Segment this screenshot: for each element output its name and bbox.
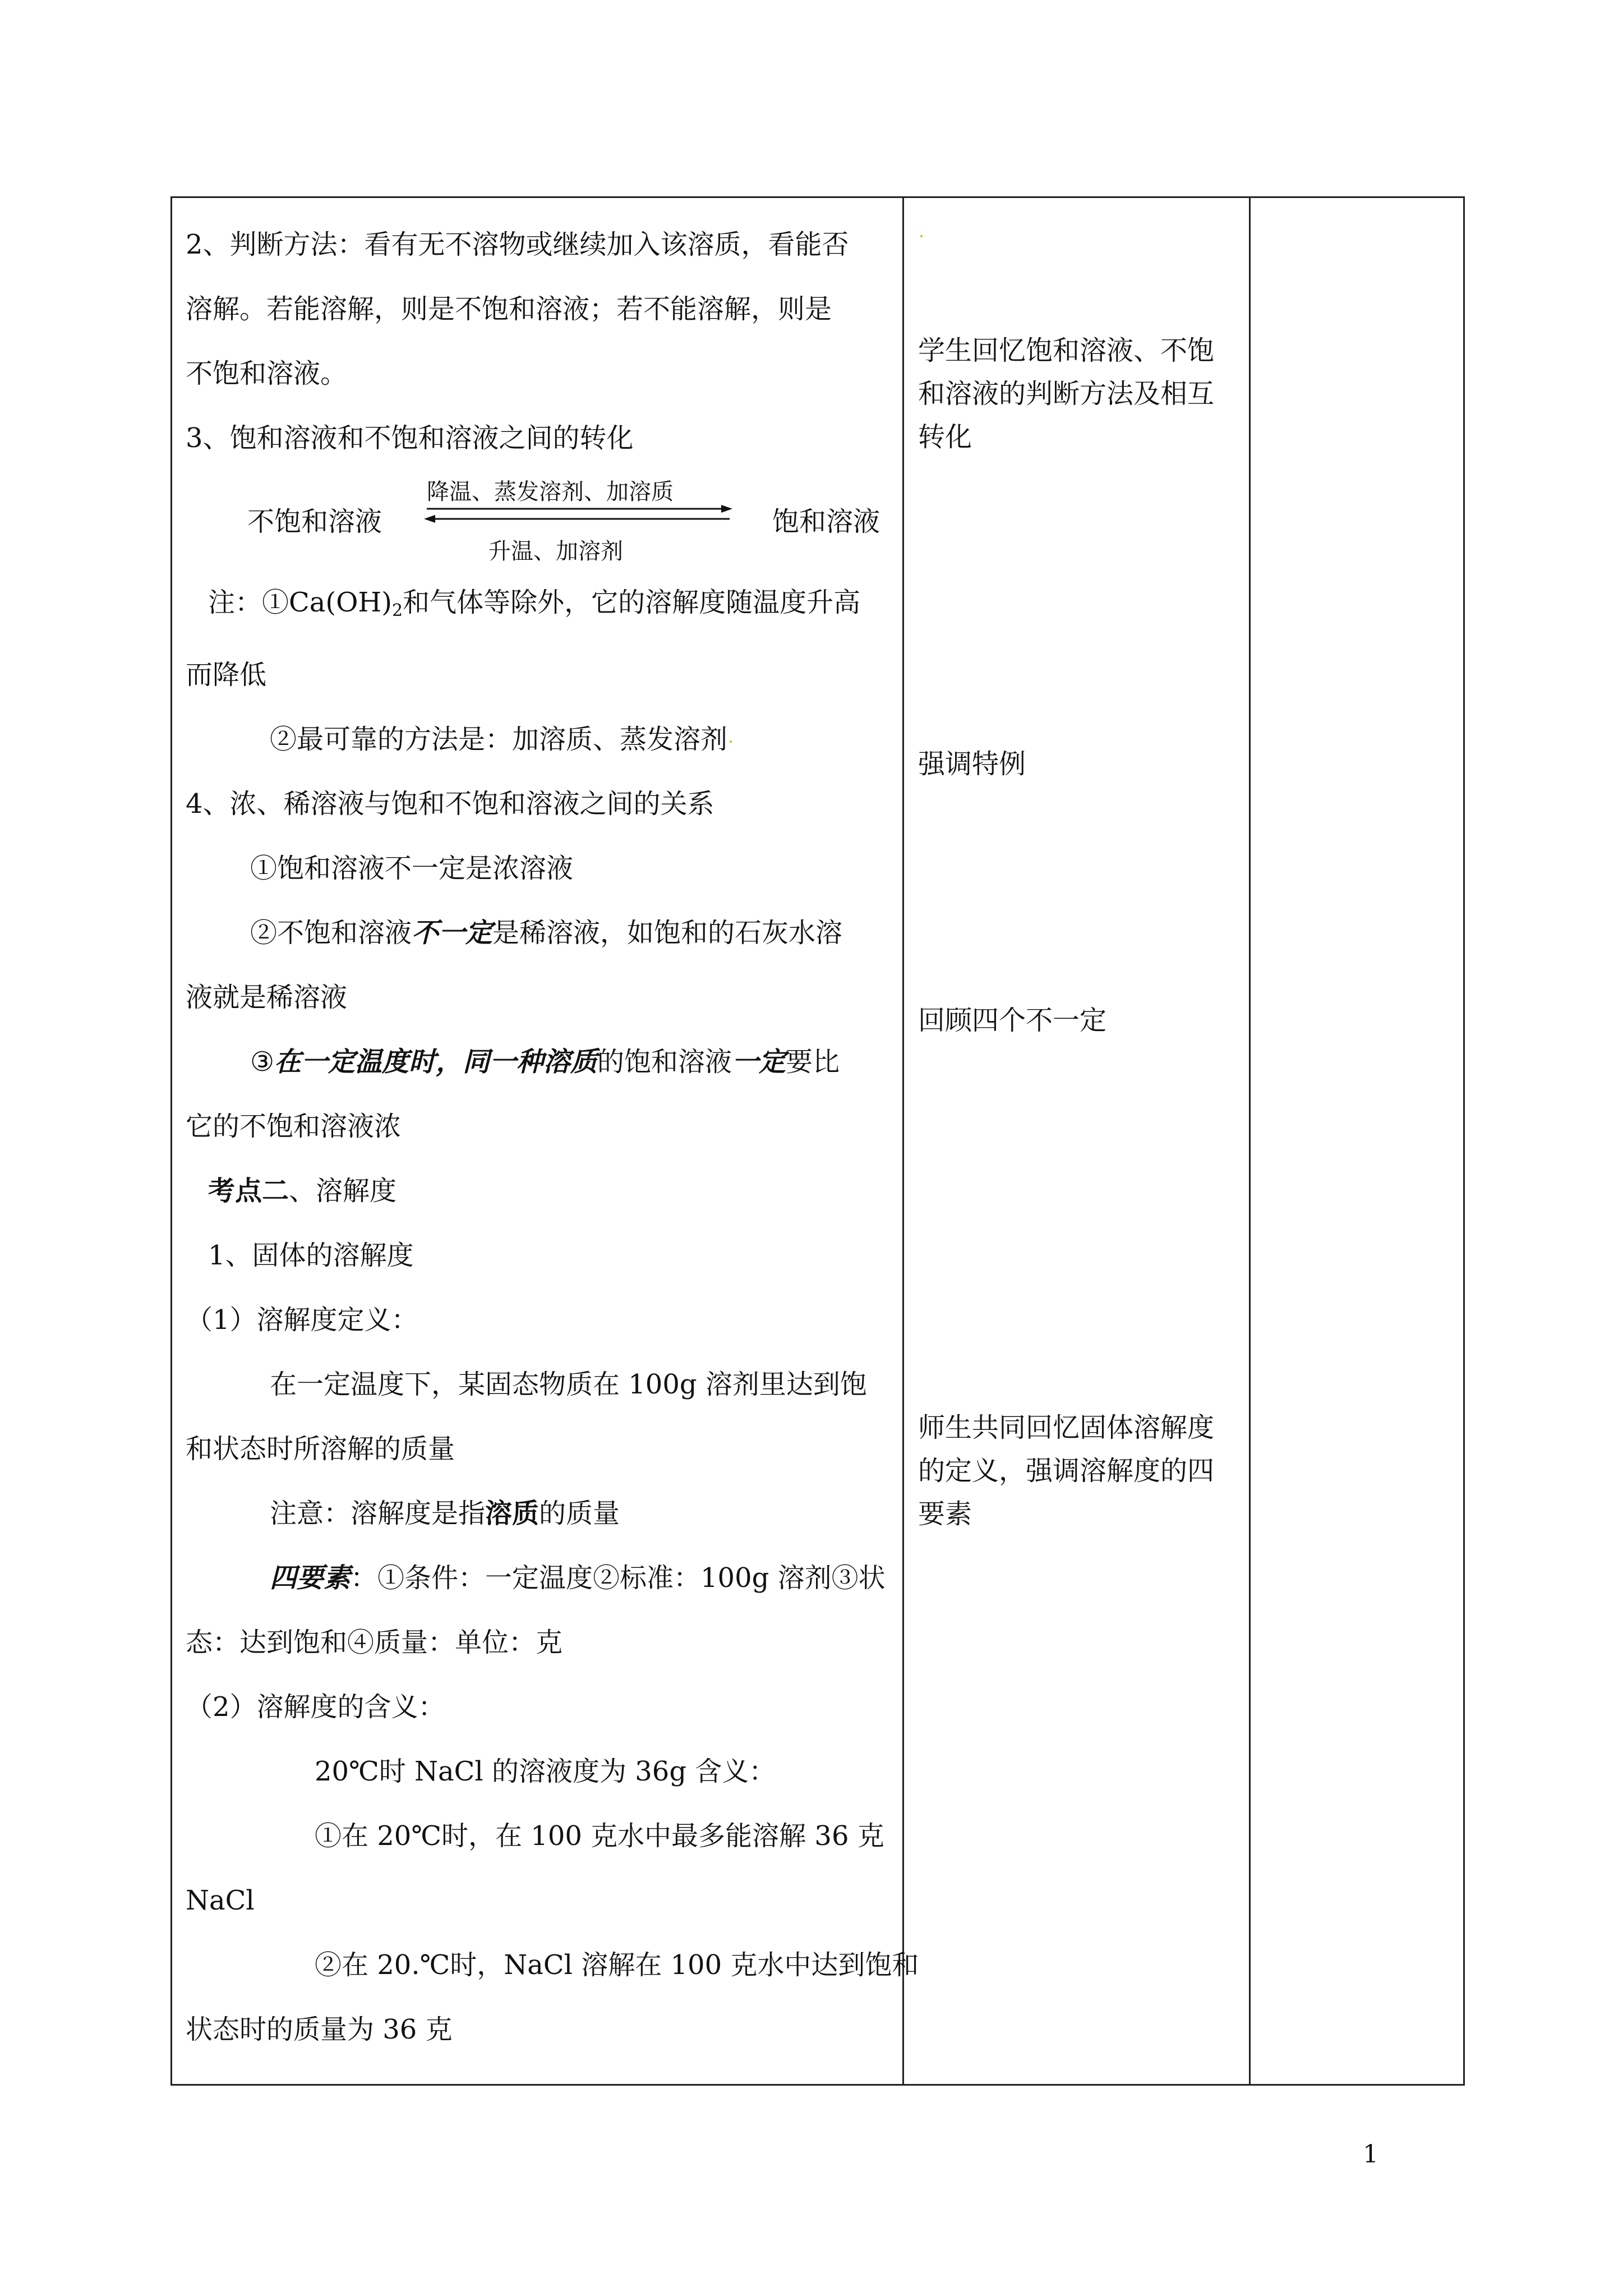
plain-text: 注意：溶解度是指 xyxy=(270,1498,486,1529)
text-line: （2）溶解度的含义： xyxy=(186,1691,445,1723)
teacher-note: 回顾四个不一定 xyxy=(918,1005,1107,1036)
double-arrow-icon xyxy=(421,503,735,526)
relation-line xyxy=(186,1030,893,1094)
section-heading xyxy=(186,1159,893,1223)
text-line: NaCl xyxy=(186,1885,255,1916)
relation-text: 是稀溶液，如饱和的石灰水溶 xyxy=(492,917,843,949)
teacher-note: 学生回忆饱和溶液、不饱和溶液的判断方法及相互转化 xyxy=(918,335,1215,453)
heading-text: 、溶解度 xyxy=(289,1175,397,1207)
plain-text: ：①条件：一定温度②标准：100g 溶剂③状 xyxy=(351,1562,886,1594)
teacher-note: 强调特例 xyxy=(918,748,1026,780)
text-line: 而降低 xyxy=(186,659,267,691)
text-line xyxy=(186,1481,893,1546)
column-divider xyxy=(902,198,904,2084)
relation-text: 的饱和溶液 xyxy=(597,1046,732,1078)
note-text: 注：①Ca(OH) xyxy=(208,587,393,618)
emphasis-text: 一定 xyxy=(732,1046,786,1078)
text-line: 它的不饱和溶液浓 xyxy=(186,1111,402,1142)
text-line: 状态时的质量为 36 克 xyxy=(186,2014,453,2045)
content-column xyxy=(186,213,919,2062)
text-line xyxy=(186,1546,893,1611)
plain-text: 的质量 xyxy=(539,1498,620,1529)
page-number: 1 xyxy=(1363,2140,1378,2169)
relation-text: ③ xyxy=(250,1046,275,1078)
relation-text: 要比 xyxy=(786,1046,840,1078)
emphasis-text: 四要素 xyxy=(270,1562,351,1594)
relation-line: ①饱和溶液不一定是浓溶液 xyxy=(250,853,574,884)
note-line xyxy=(186,707,893,772)
note-line xyxy=(186,570,893,643)
subscript: 2 xyxy=(392,601,403,620)
diagram-forward-label: 降温、蒸发溶剂、加溶质 xyxy=(427,479,674,505)
lesson-table xyxy=(170,196,1465,2086)
text-line: 在一定温度下，某固态物质在 100g 溶剂里达到饱 xyxy=(270,1369,867,1400)
text-line: 20℃时 NaCl 的溶液度为 36g 含义： xyxy=(315,1756,776,1787)
text-line: （1）溶解度定义： xyxy=(186,1304,418,1336)
text-line: ②在 20.℃时，NaCl 溶解在 100 克水中达到饱和 xyxy=(315,1949,919,1981)
text-line: ①在 20℃时，在 100 克水中最多能溶解 36 克 xyxy=(315,1820,884,1852)
mark-dot xyxy=(920,235,923,237)
text-line: 和状态时所溶解的质量 xyxy=(186,1433,455,1465)
mark-dot xyxy=(730,740,732,743)
text-line: 不饱和溶液。 xyxy=(186,358,348,389)
text-line: 1、固体的溶解度 xyxy=(208,1240,414,1271)
section-heading: 4、浓、稀溶液与饱和不饱和溶液之间的关系 xyxy=(186,788,714,820)
emphasis-text: 不一定 xyxy=(412,917,493,949)
emphasis-text: 在一定温度时，同一种溶质 xyxy=(274,1046,598,1078)
text-line: 溶解。若能溶解，则是不饱和溶液；若不能溶解，则是 xyxy=(186,293,832,325)
text-line: 态：达到饱和④质量：单位：克 xyxy=(186,1627,563,1658)
column-divider xyxy=(1249,198,1251,2084)
mark-dot-line xyxy=(918,213,923,256)
diagram-right-label: 饱和溶液 xyxy=(772,506,880,537)
note-text: ②最可靠的方法是：加溶质、蒸发溶剂 xyxy=(270,724,728,755)
note-text: 和气体等除外，它的溶解度随温度升高 xyxy=(403,587,861,618)
text-line: 液就是稀溶液 xyxy=(186,982,348,1013)
diagram-reverse-label: 升温、加溶剂 xyxy=(488,539,623,564)
bold-text: 溶质 xyxy=(485,1498,540,1529)
relation-text: ②不饱和溶液 xyxy=(250,917,412,949)
relation-line xyxy=(186,901,893,965)
conversion-diagram xyxy=(186,471,893,570)
diagram-left-label: 不饱和溶液 xyxy=(247,506,382,537)
heading-bold: 考点二 xyxy=(208,1175,289,1207)
section-heading: 3、饱和溶液和不饱和溶液之间的转化 xyxy=(186,422,634,454)
teacher-note: 师生共同回忆固体溶解度的定义，强调溶解度的四要素 xyxy=(918,1412,1215,1530)
text-line: 2、判断方法：看有无不溶物或继续加入该溶质，看能否 xyxy=(186,229,849,260)
